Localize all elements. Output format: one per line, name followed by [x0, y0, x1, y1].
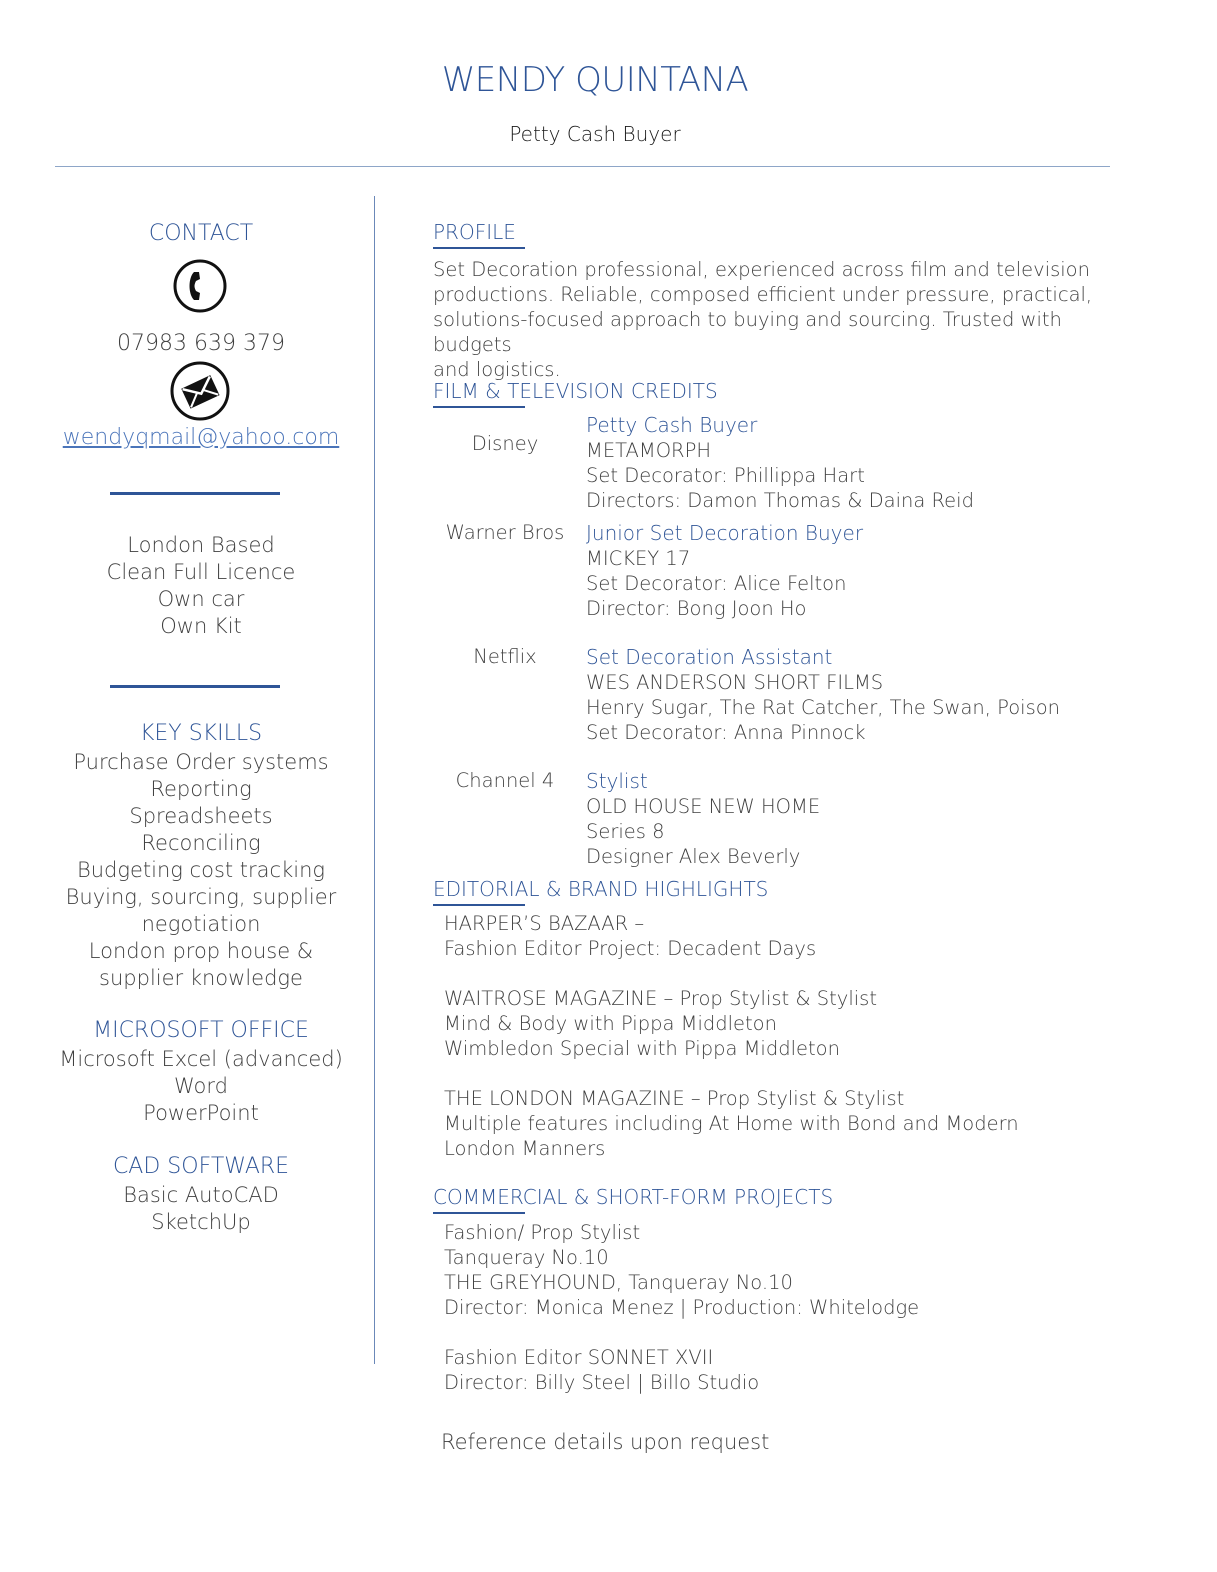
commercial-line: Tanqueray No.10	[444, 1246, 609, 1269]
credit-role: Stylist	[586, 769, 648, 793]
cad-line: Basic AutoCAD	[123, 1183, 279, 1207]
job-title: Petty Cash Buyer	[509, 122, 681, 146]
commercial-list	[444, 1220, 1124, 1395]
references-note: Reference details upon request	[441, 1430, 770, 1454]
phone-icon	[170, 256, 230, 316]
heading-underline	[433, 1212, 525, 1214]
cad-list	[58, 1182, 344, 1236]
credit-entry	[586, 645, 1060, 745]
credit-entry	[586, 521, 863, 621]
editorial-line: THE LONDON MAGAZINE – Prop Stylist & Stylist	[444, 1087, 905, 1110]
credit-line: Director: Bong Joon Ho	[586, 597, 807, 620]
editorial-heading	[433, 877, 768, 901]
key-skills-list	[58, 749, 344, 992]
credit-entry	[586, 769, 820, 869]
credit-studio: Disney	[471, 432, 539, 455]
skill-line: Reconciling	[141, 831, 261, 855]
credit-line: Designer Alex Beverly	[586, 845, 801, 868]
skill-line: Purchase Order systems	[73, 750, 329, 774]
profile-heading	[433, 220, 516, 244]
profile-text	[433, 257, 1133, 382]
skill-line: Spreadsheets	[129, 804, 273, 828]
credit-line: Series 8	[586, 820, 665, 843]
heading-underline	[433, 247, 525, 249]
commercial-line: Director: Billy Steel | Billo Studio	[444, 1371, 760, 1394]
credit-line: Directors: Damon Thomas & Daina Reid	[586, 489, 974, 512]
editorial-line: London Manners	[444, 1137, 606, 1160]
editorial-line: Mind & Body with Pippa Middleton	[444, 1012, 777, 1035]
envelope-icon	[170, 361, 230, 421]
credit-entry	[586, 413, 974, 513]
commercial-heading	[433, 1185, 833, 1209]
detail-line: Own Kit	[160, 614, 242, 638]
credit-line: Set Decorator: Phillippa Hart	[586, 464, 865, 487]
credit-line: MICKEY 17	[586, 547, 691, 570]
column-divider	[374, 196, 375, 1364]
editorial-line: WAITROSE MAGAZINE – Prop Stylist & Stylist	[444, 987, 877, 1010]
credit-line: Henry Sugar, The Rat Catcher, The Swan, Poison	[586, 696, 1061, 719]
office-line: Word	[174, 1074, 228, 1098]
profile-line: Set Decoration professional, experienced across film and television	[433, 258, 1090, 281]
skill-line: London prop house &	[88, 939, 314, 963]
heading-underline	[433, 406, 525, 408]
commercial-line: THE GREYHOUND, Tanqueray No.10	[444, 1271, 793, 1294]
credit-role: Set Decoration Assistant	[586, 645, 833, 669]
skill-line: Reporting	[150, 777, 252, 801]
editorial-list	[444, 911, 1124, 1161]
credit-line: Set Decorator: Alice Felton	[586, 572, 847, 595]
profile-line: and logistics.	[433, 358, 561, 381]
editorial-line: Fashion Editor Project: Decadent Days	[444, 937, 817, 960]
office-line: PowerPoint	[143, 1101, 259, 1125]
credit-role: Junior Set Decoration Buyer	[586, 521, 864, 545]
office-line: Microsoft Excel (advanced)	[59, 1047, 343, 1071]
credit-line: WES ANDERSON SHORT FILMS	[586, 671, 884, 694]
credit-line: OLD HOUSE NEW HOME	[586, 795, 821, 818]
skill-line: Buying, sourcing, supplier	[65, 885, 337, 909]
detail-line: London Based	[127, 533, 275, 557]
microsoft-office-list	[58, 1046, 344, 1127]
microsoft-office-heading: MICROSOFT OFFICE	[93, 1018, 309, 1043]
contact-heading: CONTACT	[148, 221, 254, 246]
editorial-line: Multiple features including At Home with Bond and Modern	[444, 1112, 1019, 1135]
personal-details	[58, 532, 344, 640]
commercial-line: Director: Monica Menez | Production: Whitelodge	[444, 1296, 920, 1319]
film-tv-heading-text: FILM & TELEVISION CREDITS	[433, 379, 718, 403]
editorial-line: Wimbledon Special with Pippa Middleton	[444, 1037, 840, 1060]
credit-line: Set Decorator: Anna Pinnock	[586, 721, 866, 744]
skill-line: Budgeting cost tracking	[76, 858, 325, 882]
email-link[interactable]: wendyqmail@yahoo.com	[62, 425, 340, 450]
commercial-line: Fashion Editor SONNET XVII	[444, 1346, 714, 1369]
header-divider	[55, 166, 1110, 167]
detail-line: Clean Full Licence	[106, 560, 296, 584]
skill-line: negotiation	[141, 912, 261, 936]
film-tv-heading	[433, 379, 718, 403]
skill-line: supplier knowledge	[99, 966, 303, 990]
commercial-line: Fashion/ Prop Stylist	[444, 1221, 641, 1244]
detail-line: Own car	[157, 587, 245, 611]
phone-number[interactable]: 07983 639 379	[117, 331, 285, 356]
commercial-heading-text: COMMERCIAL & SHORT-FORM PROJECTS	[433, 1185, 834, 1209]
key-skills-heading: KEY SKILLS	[139, 721, 263, 746]
credit-role: Petty Cash Buyer	[586, 413, 758, 437]
editorial-heading-text: EDITORIAL & BRAND HIGHLIGHTS	[433, 877, 769, 901]
section-rule	[110, 685, 280, 688]
cad-heading: CAD SOFTWARE	[112, 1154, 290, 1179]
credit-studio: Channel 4	[455, 769, 555, 792]
credit-studio: Netflix	[473, 645, 537, 668]
profile-line: solutions-focused approach to buying and sourcing. Trusted with budgets	[433, 308, 1062, 356]
heading-underline	[433, 904, 525, 906]
editorial-line: HARPER’S BAZAAR –	[444, 912, 645, 935]
credit-line: METAMORPH	[586, 439, 712, 462]
candidate-name: WENDY QUINTANA	[441, 60, 749, 100]
credit-studio: Warner Bros	[445, 521, 565, 544]
profile-line: productions. Reliable, composed efficient under pressure, practical,	[433, 283, 1093, 306]
profile-heading-text: PROFILE	[433, 220, 516, 244]
cad-line: SketchUp	[151, 1210, 251, 1234]
section-rule	[110, 492, 280, 495]
